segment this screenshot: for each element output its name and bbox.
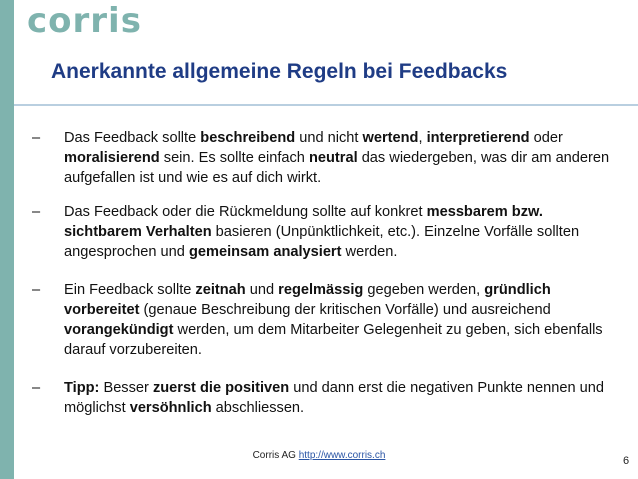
text-run: basieren (Unpünktlichkeit, etc.). Einzelne Vorfälle sollten angesprochen und bbox=[64, 224, 580, 260]
bold-text: zuerst die positiven bbox=[152, 380, 290, 396]
text-run: Das Feedback sollte bbox=[64, 130, 201, 146]
text-run: das wiedergeben, was dir am anderen aufgefallen ist und wie es auf dich wirkt. bbox=[64, 150, 610, 186]
text-run: und bbox=[245, 282, 279, 298]
text-run: Ein Feedback sollte bbox=[64, 282, 196, 298]
bold-text: neutral bbox=[308, 150, 358, 166]
footer-company: Corris AG bbox=[252, 450, 299, 461]
bold-text: regelmässig bbox=[278, 282, 364, 298]
bullet-text bbox=[64, 282, 603, 358]
page-number: 6 bbox=[623, 455, 630, 467]
bold-text: beschreibend bbox=[200, 130, 296, 146]
bold-text: moralisierend bbox=[64, 150, 160, 166]
text-run: werden. bbox=[341, 244, 398, 260]
bullet-dash: – bbox=[32, 130, 41, 146]
bold-text: versöhnlich bbox=[129, 400, 212, 416]
title-divider bbox=[14, 104, 638, 106]
bold-text: gemeinsam analysiert bbox=[188, 244, 342, 260]
bold-text: zeitnah bbox=[195, 282, 246, 298]
bullet-list bbox=[32, 128, 612, 418]
bullet-item bbox=[32, 128, 612, 188]
bold-text: vorangekündigt bbox=[64, 322, 174, 338]
bold-text: Tipp: bbox=[64, 380, 100, 396]
bold-text: interpretierend bbox=[426, 130, 530, 146]
text-run: oder bbox=[529, 130, 563, 146]
text-run: gegeben werden, bbox=[363, 282, 485, 298]
bullet-text bbox=[64, 380, 604, 416]
corris-logo: corris bbox=[27, 1, 142, 41]
footer bbox=[0, 450, 638, 461]
bullet-item bbox=[32, 378, 612, 418]
text-run: abschliessen. bbox=[211, 400, 305, 416]
text-run: Das Feedback oder die Rückmeldung sollte auf konkret bbox=[64, 204, 427, 220]
text-run: und nicht bbox=[295, 130, 363, 146]
bold-text: messbarem bzw. sichtbarem Verhalten bbox=[64, 204, 543, 240]
bullet-item bbox=[32, 202, 612, 262]
accent-bar bbox=[0, 0, 14, 479]
bullet-dash: – bbox=[32, 282, 41, 298]
bold-text: gründlich vorbereitet bbox=[64, 282, 551, 318]
bullet-text bbox=[64, 130, 609, 186]
bullet-item bbox=[32, 280, 612, 360]
slide-title: Anerkannte allgemeine Regeln bei Feedbacks bbox=[51, 60, 508, 83]
bullet-text bbox=[64, 204, 579, 260]
text-run: sein. Es sollte einfach bbox=[159, 150, 309, 166]
text-run: werden, um dem Mitarbeiter Gelegenheit zu geben, sich ebenfalls darauf vorzubereiten. bbox=[64, 322, 603, 358]
bold-text: wertend bbox=[362, 130, 419, 146]
bullet-dash: – bbox=[32, 380, 41, 396]
text-run: (genaue Beschreibung der kritischen Vorfälle) und ausreichend bbox=[139, 302, 551, 318]
text-run: und dann erst die negativen Punkte nennen und möglichst bbox=[64, 380, 605, 416]
text-run: Besser bbox=[99, 380, 153, 396]
text-run: , bbox=[418, 130, 427, 146]
footer-link[interactable]: http://www.corris.ch bbox=[298, 450, 386, 461]
bullet-dash: – bbox=[32, 204, 41, 220]
